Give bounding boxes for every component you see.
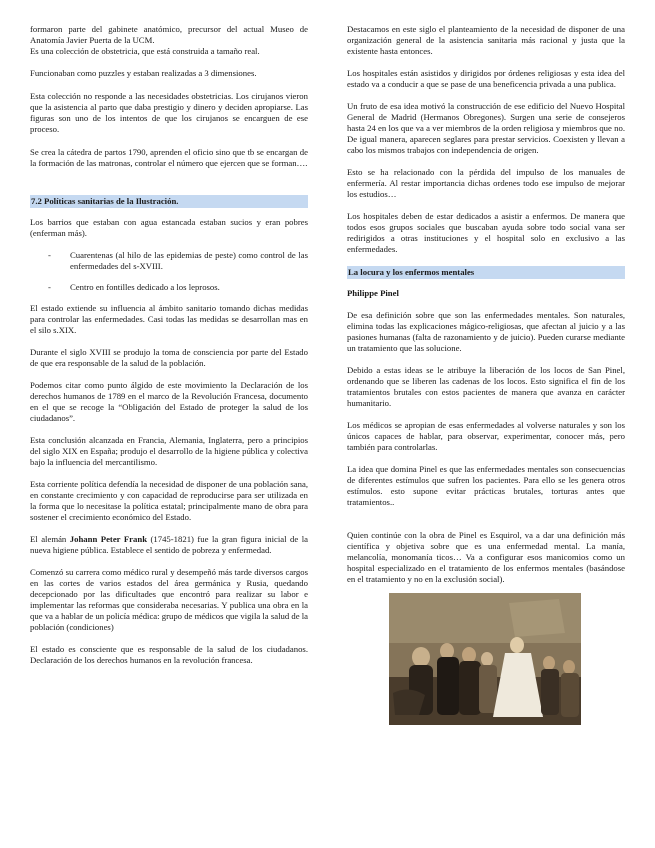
paragraph: Esta corriente política defendía la necesidad de disponer de una población sana, en constante crecimiento y con capacidad de reproducirse para ser utilizada en la forma que lo necesitase la política estatal; principalmente mano de obra para sostener el crecimiento económico del Estado. — [30, 479, 308, 522]
paragraph: El estado es consciente que es responsable de la salud de los ciudadanos. Declaración de los derechos humanos en la revolución francesa. — [30, 644, 308, 665]
paragraph: Los hospitales deben de estar dedicados a asistir a enfermos. De manera que todos esos grupos sociales que buscaban ayuda sobre todo social vana ser redirigidos a otras instituciones y el hospital solo en exclusivo a las enfermedades. — [347, 211, 625, 254]
person-name: Johann Peter Frank — [69, 534, 148, 544]
paragraph: Quien continúe con la obra de Pinel es Esquirol, va a dar una definición más científica y objetiva sobre que es una enfermedad mental. La manía, melancolía, monomanía ticos… Va a configurar esos manicomios como un hospital especializado en el tratamiento de los enfermos mentales (basándose en el tratamiento y no en la exclusión social). — [347, 530, 625, 584]
paragraph: formaron parte del gabinete anatómico, precursor del actual Museo de Anatomía Javier Puerta de la UCM. — [30, 24, 308, 45]
section-heading: La locura y los enfermos mentales — [347, 266, 625, 279]
list-item-text: Cuarentenas (al hilo de las epidemias de peste) como control de las enfermedades del s-XVIII. — [70, 250, 308, 271]
paragraph: Comenzó su carrera como médico rural y desempeñó más tarde diversos cargos en las cortes de varios estados del área germánica y Rusia, quedando decepcionado por las dificultades que encontró para realizar su labor e implementar las reformas que consideraba necesarias. Y publica una obra en la que va a hablar de un policía médica: grupo de médicos que vigila la salud de la población (condiciones) — [30, 567, 308, 632]
right-column — [347, 24, 625, 725]
paragraph: Esta colección no responde a las necesidades obstetricias. Los cirujanos vieron que la asistencia al parto que daba prestigio y dinero y deciden apropiarse. Las figuras son uno de los intentos de que los cirujanos se encarguen de ese proceso. — [30, 91, 308, 134]
list-item — [30, 250, 308, 272]
paragraph — [30, 534, 308, 556]
paragraph: Los hospitales están asistidos y dirigidos por órdenes religiosas y esta idea del estado va a conducir a que se pase de una beneficencia privada a una publica. — [347, 68, 625, 89]
paragraph: Se crea la cátedra de partos 1790, aprenden el oficio sino que tb se encargan de la formación de las matronas, controlar el número que ejercen que se forman…. — [30, 147, 308, 168]
subsection-heading: Philippe Pinel — [347, 288, 399, 298]
paragraph: La idea que domina Pinel es que las enfermedades mentales son consecuencias de diferentes estímulos que sufren los pacientes. Para ello se les genera otros estímulos. esto supone evitar prácticas brutales, torturas antes que tratamientos.. — [347, 464, 625, 507]
paragraph: Esto se ha relacionado con la pérdida del impulso de los manuales de enfermería. Al restar importancia dichas ordenes todo ese impulso de mejorar los estudios… — [347, 167, 625, 199]
list-item-text: Centro en fontilles dedicado a los leprosos. — [70, 282, 220, 292]
section-heading: 7.2 Políticas sanitarias de la Ilustración. — [30, 195, 308, 208]
dash-bullet-icon: - — [48, 250, 51, 260]
paragraph: Los barrios que estaban con agua estancada estaban sucios y eran pobres (enferman más). — [30, 217, 308, 238]
paragraph: Esta conclusión alcanzada en Francia, Alemania, Inglaterra, pero a principios del siglo XIX en España; produjo el desarrollo de la higiene pública y colectiva bajo la influencia del mercantilismo. — [30, 435, 308, 467]
left-column — [30, 24, 308, 677]
paragraph: De esa definición sobre que son las enfermedades mentales. Son naturales, elimina todas las explicaciones mágico-religiosas, que afectan al juicio y a las pasiones humanas (falta de razonamiento y de juicio). Pueden curarse mediante un tratamiento que las solucione. — [347, 310, 625, 353]
text: (1745-1821) fue la gran figura inicial de la nueva higiene pública. Establece el sentido de pobreza y enfermedad. — [30, 534, 308, 555]
list-item — [30, 282, 308, 293]
painting-image — [389, 593, 581, 725]
text: El alemán — [30, 534, 70, 544]
paragraph: Destacamos en este siglo el planteamiento de la necesidad de disponer de una organización general de la asistencia sanitaria más racional y justa que la existente hasta entonces. — [347, 24, 625, 56]
paragraph: Los médicos se apropian de esas enfermedades al volverse naturales y son los únicos capaces de hablar, para observar, experimentar, conocer más, pero también para controlarlas. — [347, 420, 625, 452]
painting-illustration — [389, 593, 581, 725]
paragraph: Funcionaban como puzzles y estaban realizadas a 3 dimensiones. — [30, 68, 257, 78]
paragraph: Un fruto de esa idea motivó la construcción de ese edificio del Nuevo Hospital General de Madrid (Hermanos Obregones). Surgen una serie de consejeros hasta 24 en los que va a ver miembros de la orden religiosa y miembros que no. De igual manera, aparecen seglares para prestar servicios. Coexisten y llevan a cabo los mismos trabajos con independencia de origen. — [347, 101, 625, 155]
paragraph: Podemos citar como punto álgido de este movimiento la Declaración de los derechos humanos de 1789 en el marco de la Revolución Francesa, documento en el que se recoge la “Obligación del Estado de proteger la salud de los ciudadanos”. — [30, 380, 308, 423]
paragraph: Es una colección de obstetricia, que está construida a tamaño real. — [30, 46, 260, 56]
bullet-list — [30, 250, 308, 293]
paragraph: Durante el siglo XVIII se produjo la toma de consciencia por parte del Estado de que era responsable de la salud de la población. — [30, 347, 308, 368]
paragraph: El estado extiende su influencia al ámbito sanitario tomando dichas medidas para controlar las enfermedades. Casi todas las medidas se desarrollan mas en el silo s.XIX. — [30, 303, 308, 335]
paragraph: Debido a estas ideas se le atribuye la liberación de los locos de San Pinel, ordenando que se liberen las cadenas de los locos. Esto significa el fin de los tratamientos brutales con estos pacientes de manera que avanza en carácter humanitario. — [347, 365, 625, 408]
dash-bullet-icon: - — [48, 282, 51, 292]
